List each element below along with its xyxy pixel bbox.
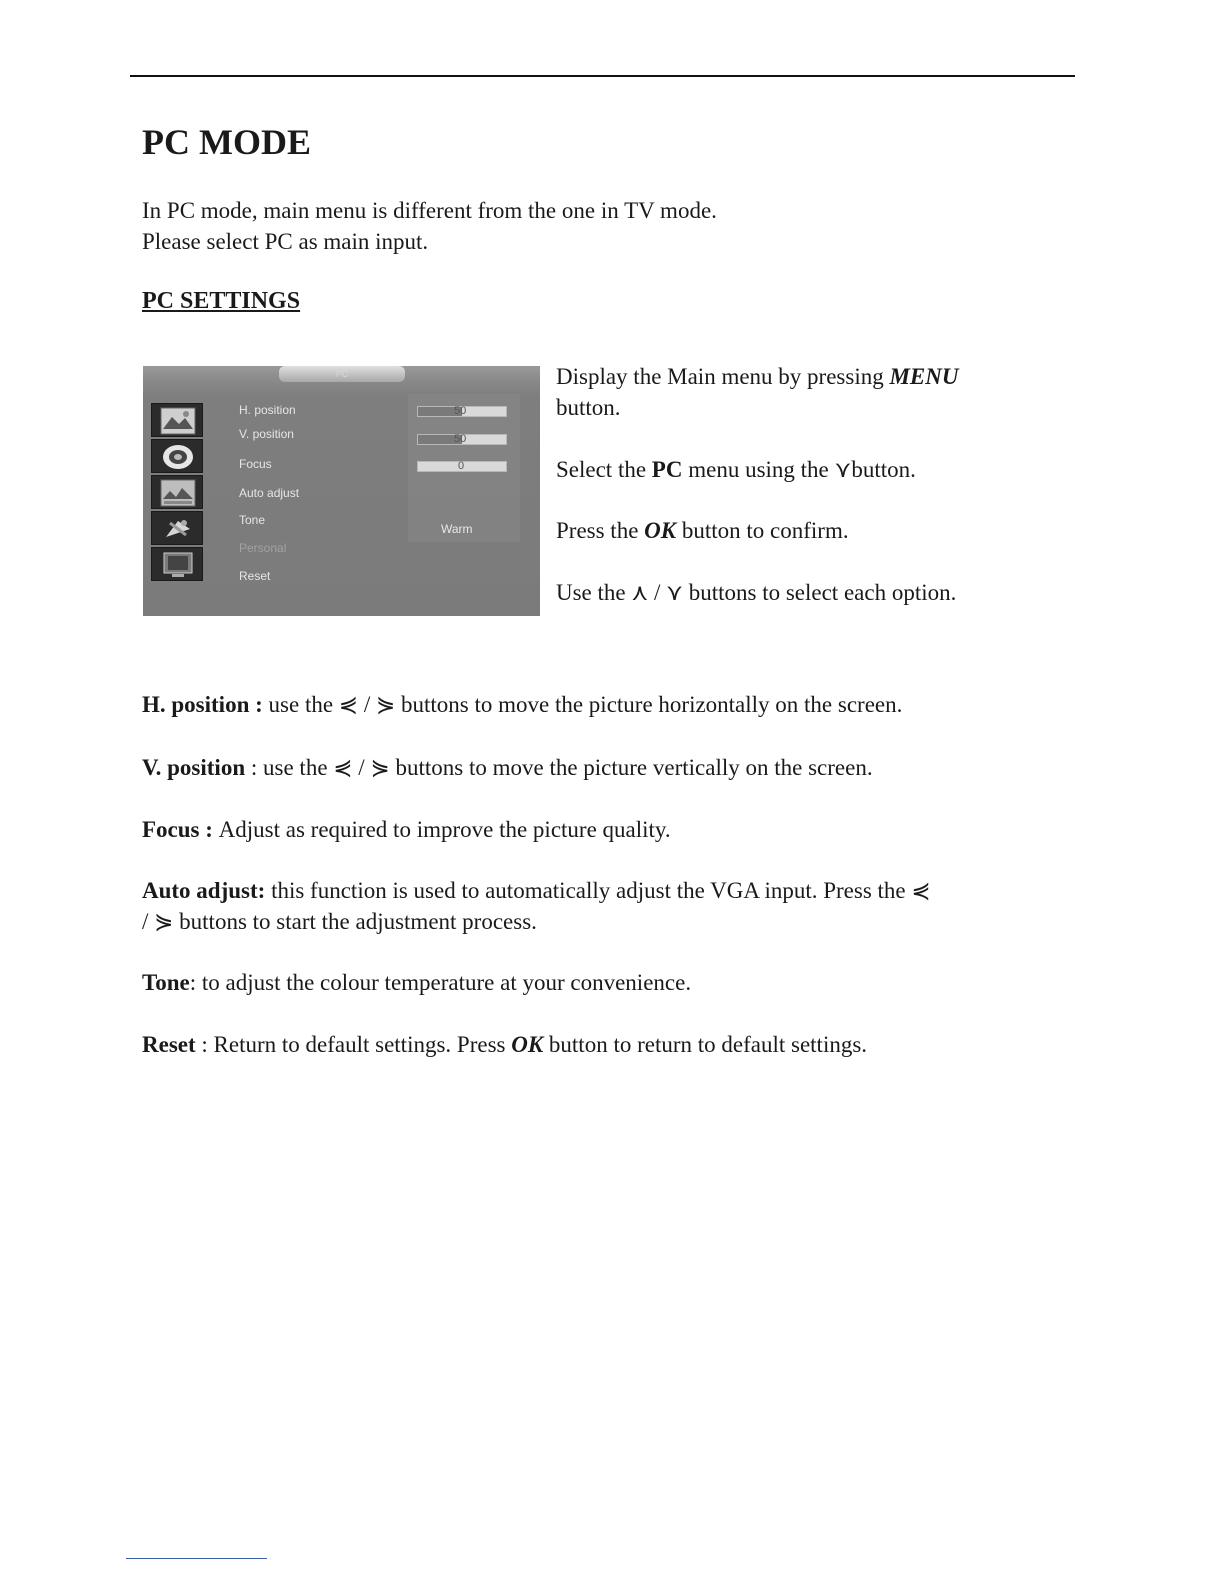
down-arrow-icon: ⋎ bbox=[834, 457, 852, 482]
satellite-icon bbox=[151, 511, 203, 545]
osd-item-tone[interactable]: Tone bbox=[239, 513, 266, 527]
instruction-select-pc bbox=[556, 454, 1056, 485]
v-position-slider[interactable] bbox=[417, 434, 507, 445]
desc-text: buttons to move the picture vertically on the screen. bbox=[389, 755, 873, 780]
picture-adjust-icon bbox=[151, 475, 203, 509]
osd-item-focus[interactable]: Focus bbox=[239, 457, 272, 471]
h-position-value: 50 bbox=[454, 405, 467, 417]
right-arrow-icon: ⋟ bbox=[154, 909, 174, 934]
instruction-text: Display the Main menu by pressing bbox=[556, 364, 890, 389]
sound-icon bbox=[151, 439, 203, 473]
pc-key: PC bbox=[651, 457, 683, 482]
up-down-arrow-icon: ⋏ / ⋎ bbox=[631, 580, 683, 605]
term-v-position: V. position bbox=[142, 755, 246, 780]
instruction-display-menu bbox=[556, 361, 1056, 423]
desc-text: use the bbox=[268, 692, 339, 717]
desc-auto-adjust bbox=[142, 875, 1062, 937]
ok-key: OK bbox=[644, 518, 677, 543]
term-auto-adjust: Auto adjust: bbox=[142, 878, 266, 903]
osd-item-v-position[interactable]: V. position bbox=[239, 427, 294, 441]
page-title: PC MODE bbox=[142, 122, 311, 162]
picture-icon bbox=[151, 403, 203, 437]
tone-value: Warm bbox=[441, 522, 473, 536]
focus-value: 0 bbox=[458, 460, 465, 472]
instruction-select-option bbox=[556, 577, 1056, 608]
instruction-press-ok bbox=[556, 515, 1056, 546]
term-focus: Focus : bbox=[142, 817, 219, 842]
desc-text: Adjust as required to improve the picture quality. bbox=[218, 817, 671, 842]
desc-h-position bbox=[142, 689, 1062, 720]
instruction-text: menu using the bbox=[682, 457, 835, 482]
section-title: PC SETTINGS bbox=[142, 288, 301, 314]
desc-text: buttons to move the picture horizontally on the screen. bbox=[395, 692, 903, 717]
desc-focus bbox=[142, 814, 1062, 845]
instruction-text: button. bbox=[851, 457, 916, 482]
osd-item-auto-adjust[interactable]: Auto adjust bbox=[239, 486, 300, 500]
intro-text bbox=[142, 195, 1042, 257]
instruction-text: buttons to select each option. bbox=[682, 580, 957, 605]
instruction-text: button. bbox=[556, 395, 621, 420]
v-position-value: 50 bbox=[454, 433, 467, 445]
term-h-position: H. position : bbox=[142, 692, 269, 717]
instruction-text: button to confirm. bbox=[676, 518, 849, 543]
osd-item-reset[interactable]: Reset bbox=[239, 569, 271, 583]
left-right-arrow-icon: ⋞ / ⋟ bbox=[333, 755, 390, 780]
desc-tone bbox=[142, 967, 1062, 998]
desc-text: / bbox=[142, 909, 155, 934]
desc-text: buttons to start the adjustment process. bbox=[173, 909, 537, 934]
instruction-text: Use the bbox=[556, 580, 632, 605]
pc-settings-osd-screenshot bbox=[143, 366, 540, 616]
desc-text: button to return to default settings. bbox=[543, 1032, 868, 1057]
intro-line-1: In PC mode, main menu is different from the one in TV mode. bbox=[142, 198, 717, 223]
osd-tab-pc: PC bbox=[279, 366, 405, 382]
osd-item-personal: Personal bbox=[239, 541, 287, 555]
left-right-arrow-icon: ⋞ / ⋟ bbox=[338, 692, 396, 717]
desc-text: : Return to default settings. Press bbox=[195, 1032, 512, 1057]
intro-line-2: Please select PC as main input. bbox=[142, 229, 429, 254]
header-rule bbox=[130, 75, 1075, 77]
desc-text: : to adjust the colour temperature at your convenience. bbox=[189, 970, 692, 995]
v-position-slider-fill bbox=[462, 435, 506, 444]
h-position-slider[interactable] bbox=[417, 406, 507, 417]
term-tone: Tone bbox=[142, 970, 190, 995]
menu-key: MENU bbox=[889, 364, 959, 389]
footnote-rule bbox=[126, 1558, 267, 1559]
desc-v-position bbox=[142, 752, 1062, 783]
ok-key: OK bbox=[511, 1032, 544, 1057]
desc-text: : use the bbox=[245, 755, 334, 780]
instruction-text: Press the bbox=[556, 518, 645, 543]
monitor-icon bbox=[151, 547, 203, 581]
term-reset: Reset bbox=[142, 1032, 196, 1057]
osd-item-h-position[interactable]: H. position bbox=[239, 403, 296, 417]
instruction-text: Select the bbox=[556, 457, 652, 482]
desc-reset bbox=[142, 1029, 1062, 1060]
h-position-slider-fill bbox=[462, 407, 506, 416]
focus-slider[interactable] bbox=[417, 461, 507, 472]
left-arrow-icon: ⋞ bbox=[911, 878, 931, 903]
desc-text: this function is used to automatically adjust the VGA input. Press the bbox=[265, 878, 912, 903]
